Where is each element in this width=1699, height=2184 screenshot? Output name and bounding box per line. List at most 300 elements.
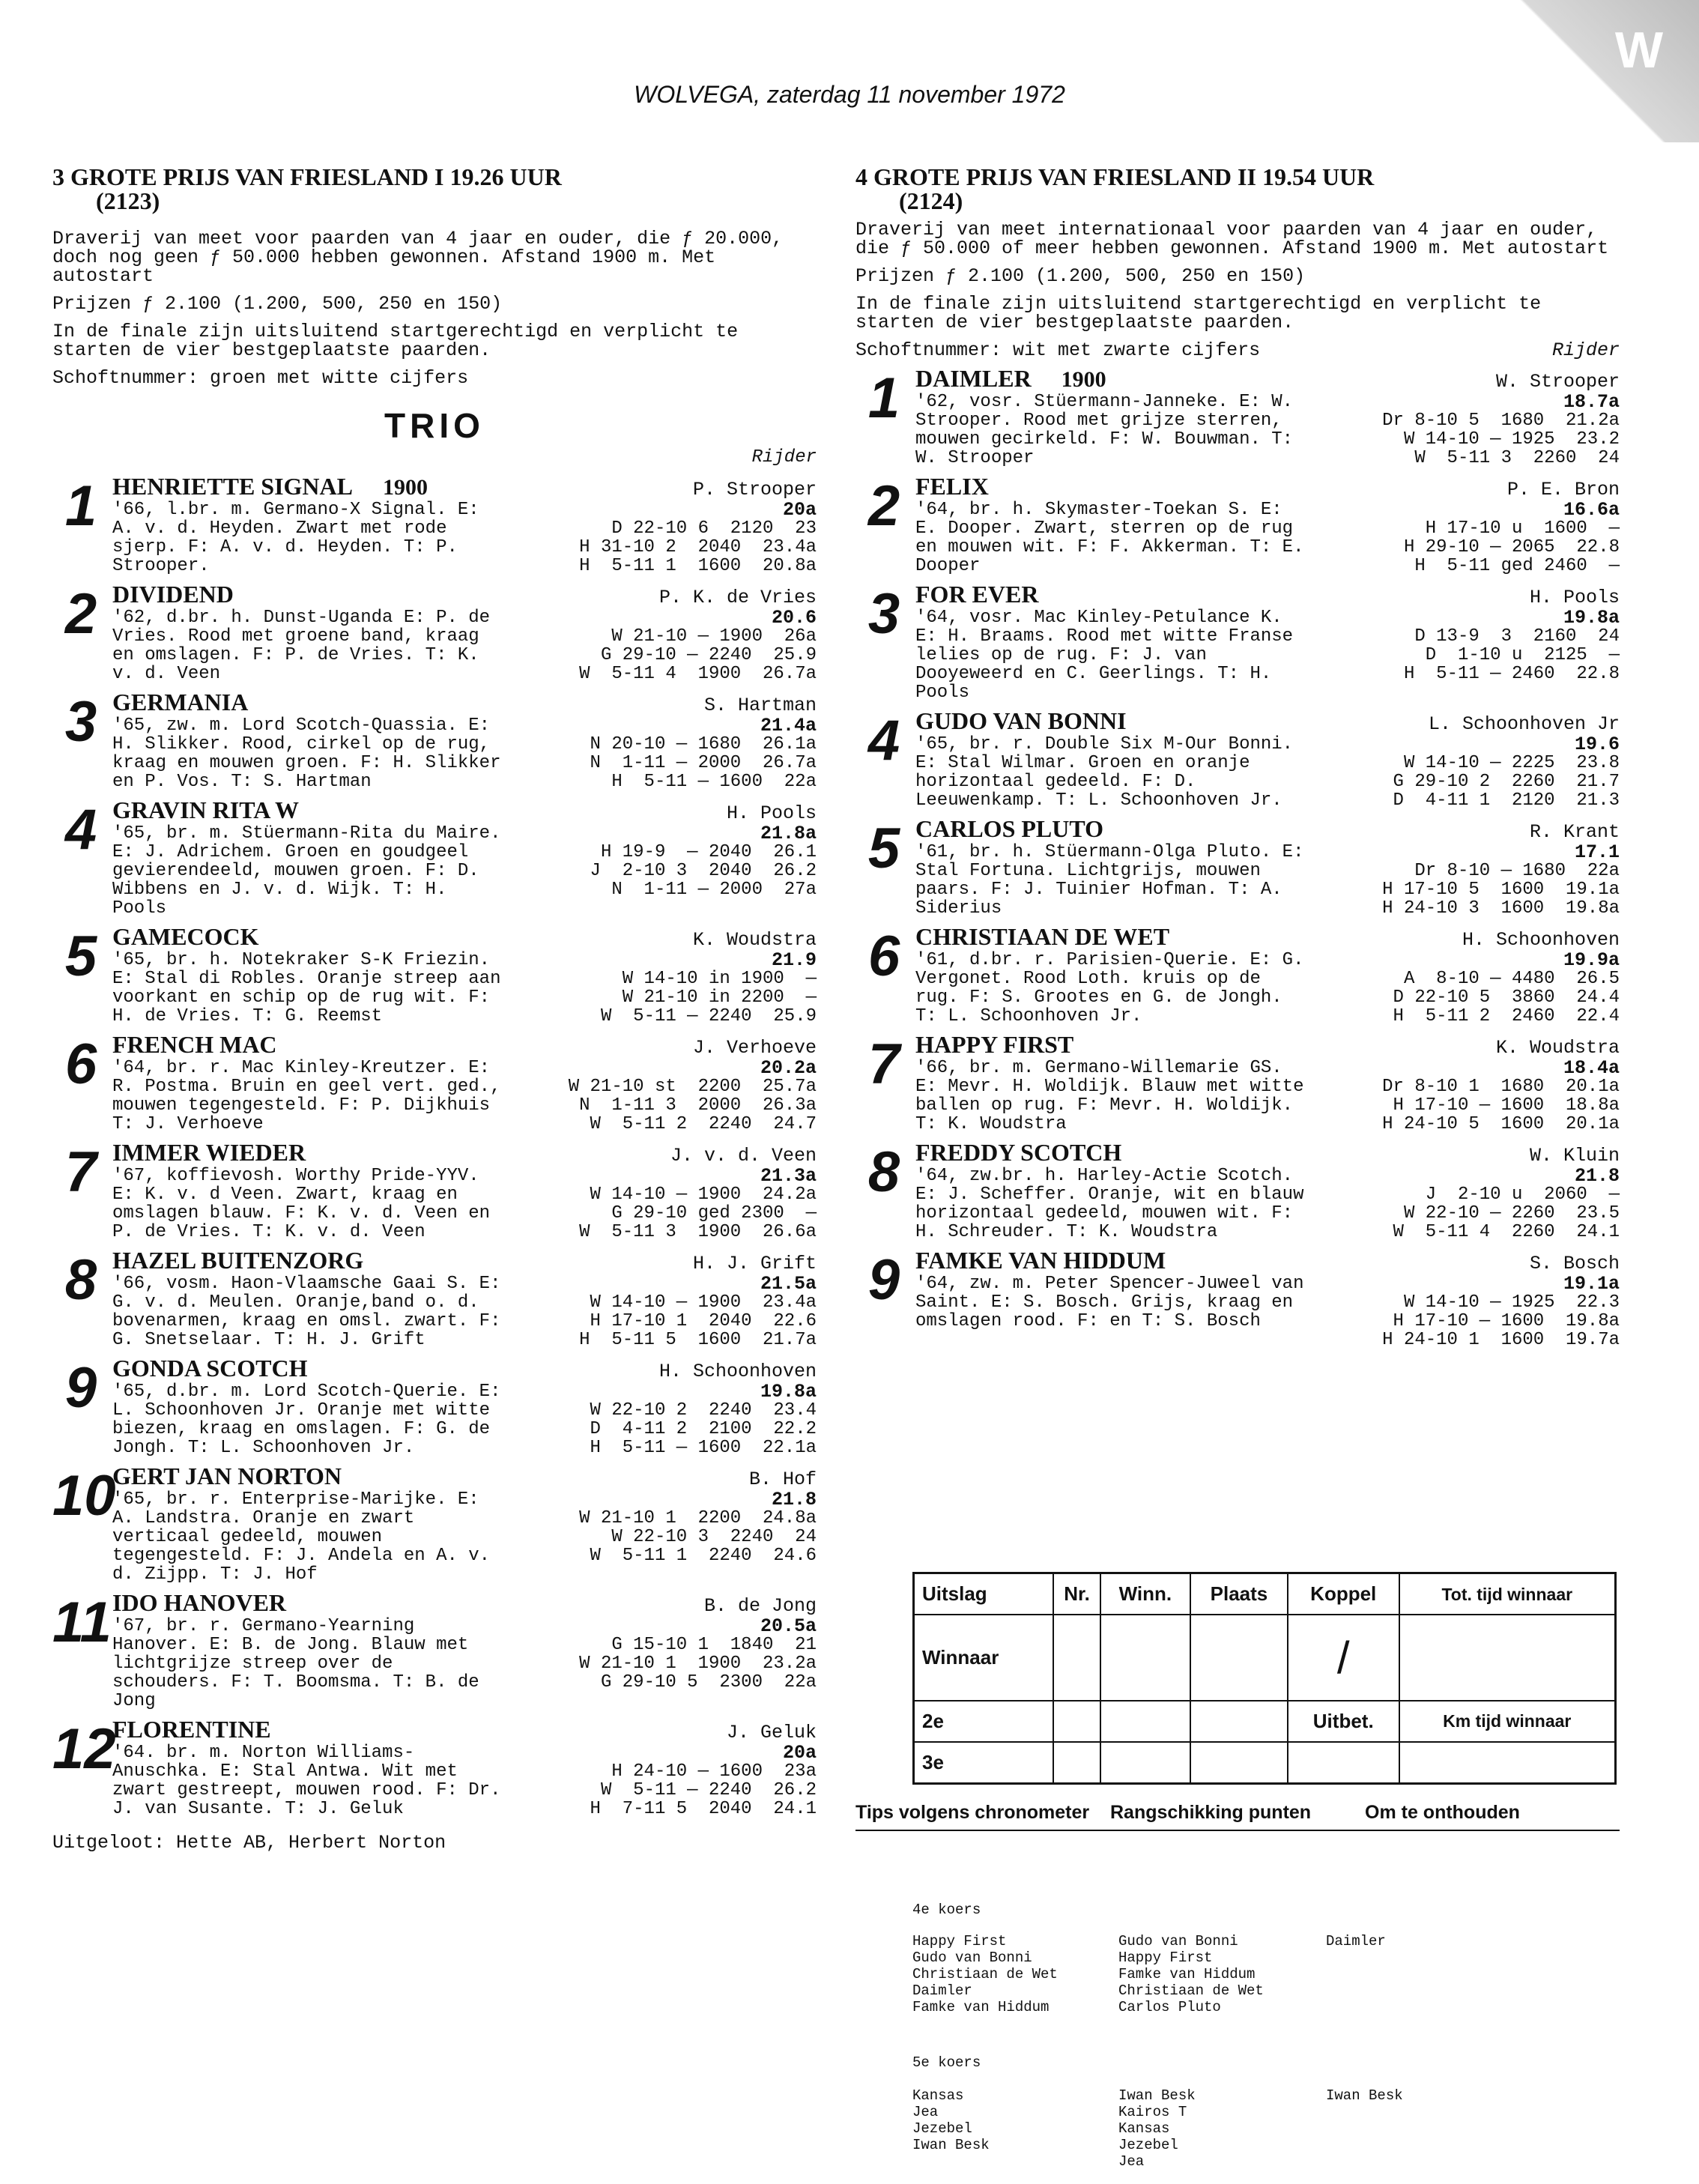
horse-header-row (112, 797, 817, 824)
horse-number: 8 (867, 1140, 900, 1204)
race-3-horse-list (52, 474, 817, 1818)
horse-description: '62, d.br. h. Dunst-Uganda E: P. de Vries. Rood met groene band, kraag en omslagen. F: P. de Vries. T: K. v. d. Veen (112, 608, 491, 684)
horse-results (579, 608, 817, 683)
horse-name: GONDA SCOTCH (112, 1355, 308, 1382)
horse-header-row (112, 1590, 817, 1617)
horse-body (915, 951, 1620, 1026)
cell-blank[interactable] (1190, 1615, 1288, 1701)
horse-name: HENRIETTE SIGNAL (112, 473, 353, 500)
cell-blank[interactable] (1053, 1742, 1100, 1784)
tip-item: Happy First (1118, 1949, 1213, 1966)
horse-entry (855, 581, 1620, 702)
tip-item: Iwan Besk (912, 2137, 990, 2153)
horse-rider: W. Strooper (1495, 371, 1620, 393)
horse-body (112, 1617, 817, 1710)
result-line: H 17-10 u 1600 — (1425, 518, 1620, 539)
horse-body (112, 951, 817, 1026)
horse-record: 20a (782, 1742, 817, 1764)
horse-record: 19.6 (1574, 733, 1620, 755)
horse-number: 10 (52, 1464, 116, 1528)
horse-results (1393, 1167, 1620, 1241)
tip-item: Jezebel (1118, 2137, 1178, 2153)
horse-rider: S. Hartman (703, 695, 817, 716)
result-line: W 21-10 in 2200 — (622, 987, 817, 1008)
horse-description: '62, vosr. Stüermann-Janneke. E: W. Strooper. Rood met grijze sterren, mouwen gecirkeld. F: W. Bouwman. T: W. Strooper (915, 392, 1294, 468)
horse-description: '65, br. r. Double Six M-Our Bonni. E: Stal Wilmar. Groen en oranje horizontaal gedeeld. F: D. Leeuwenkamp. T: L. Schoonhoven Jr. (915, 734, 1294, 811)
horse-number: 5 (64, 925, 97, 988)
horse-number: 12 (52, 1717, 116, 1781)
horse-name: FELIX (915, 473, 989, 500)
horse-rider: P. E. Bron (1506, 479, 1620, 500)
cell-blank[interactable] (1053, 1701, 1100, 1742)
result-line: G 15-10 1 1840 21 (611, 1635, 817, 1655)
result-line: W 14-10 — 1900 24.2a (590, 1185, 817, 1205)
horse-rider: H. Pools (1529, 587, 1620, 608)
result-line: H 29-10 — 2065 22.8 (1403, 537, 1620, 557)
rijder-label: Rijder (1551, 339, 1620, 361)
horse-rider: B. de Jong (703, 1595, 817, 1617)
race-3-description: Draverij van meet voor paarden van 4 jaar en ouder, die ƒ 20.000, doch nog geen ƒ 50.000 hebben gewonnen. Afstand 1900 m. Met autostart (52, 228, 795, 287)
horse-rider: H. Schoonhoven (1462, 929, 1620, 951)
horse-number: 4 (64, 798, 97, 862)
horse-entry (855, 924, 1620, 1026)
horse-number: 4 (867, 709, 900, 772)
koppel-slash-cell (1288, 1615, 1399, 1701)
horse-distance: 1900 (382, 475, 428, 500)
horse-description: '67, koffievosh. Worthy Pride-YYV. E: K. v. d Veen. Zwart, kraag en omslagen blauw. F: K. v. d. Veen en P. de Vries. T: K. v. d. Veen (112, 1166, 491, 1242)
result-line: J 2-10 3 2040 26.2 (590, 861, 817, 881)
horse-results (579, 1167, 817, 1241)
horse-record: 21.3a (760, 1165, 817, 1187)
result-line: W 5-11 3 2260 24 (1414, 448, 1620, 468)
cell-blank[interactable] (1288, 1742, 1399, 1784)
result-line: D 22-10 5 3860 24.4 (1393, 987, 1620, 1008)
horse-description: '65, zw. m. Lord Scotch-Quassia. E: H. Slikker. Rood, cirkel op de rug, kraag en mouwen groen. F: H. Slikker en P. Vos. T: S. Hartman (112, 716, 501, 792)
horse-header-row (112, 689, 817, 716)
horse-results (579, 1274, 817, 1349)
koers-5-punten-list (1118, 2087, 1196, 2170)
horse-name: FAMKE VAN HIDDUM (915, 1247, 1166, 1274)
horse-header-row (915, 816, 1620, 843)
result-line: W 14-10 in 1900 — (622, 969, 817, 989)
horse-record: 19.1a (1563, 1273, 1620, 1295)
horse-body (915, 1167, 1620, 1241)
trio-heading: TRIO (384, 406, 485, 445)
horse-number: 9 (867, 1248, 900, 1312)
horse-entry (855, 1140, 1620, 1241)
horse-record: 19.9a (1563, 949, 1620, 971)
horse-description: '66, br. m. Germano-Willemarie GS. E: Mevr. H. Woldijk. Blauw met witte ballen op rug. F: Mevr. H. Woldijk. T: K. Woudstra (915, 1058, 1304, 1134)
horse-entry (855, 366, 1620, 468)
horse-body (915, 843, 1620, 918)
race-3-schoftnummer: Schoftnummer: groen met witte cijfers (52, 367, 469, 389)
horse-description: '65, br. m. Stüermann-Rita du Maire. E: J. Adrichem. Groen en goudgeel gevierendeeld, mouwen groen. F: D. Wibbens en J. v. d. Wijk. T: H. Pools (112, 823, 501, 919)
tips-chronometer: Tips volgens chronometer (855, 1802, 1090, 1823)
horse-entry (52, 474, 817, 575)
horse-description: '64, zw. m. Peter Spencer-Juweel van Saint. E: S. Bosch. Grijs, kraag en omslagen rood. F: en T: S. Bosch (915, 1274, 1304, 1331)
horse-description: '67, br. r. Germano-Yearning Hanover. E: B. de Jong. Blauw met lichtgrijze streep over de schouders. F: T. Boomsma. T: B. de Jong (112, 1616, 479, 1711)
horse-entry (52, 924, 817, 1026)
result-line: W 14-10 — 2225 23.8 (1403, 753, 1620, 773)
tip-item: Kansas (912, 2087, 964, 2104)
horse-entry (855, 1032, 1620, 1134)
result-line: W 14-10 — 1925 22.3 (1403, 1292, 1620, 1313)
result-line: H 5-11 — 1600 22a (611, 772, 817, 792)
cell-blank[interactable] (1053, 1615, 1100, 1701)
tips-header (855, 1803, 1620, 1831)
header-winn: Winn. (1100, 1573, 1190, 1615)
horse-rider: W. Kluin (1529, 1145, 1620, 1167)
horse-record: 21.4a (760, 715, 817, 736)
horse-header-row (915, 924, 1620, 951)
horse-entry (52, 1032, 817, 1134)
result-line: Dr 8-10 5 1680 21.2a (1382, 411, 1620, 431)
result-line: W 21-10 1 1900 23.2a (579, 1654, 817, 1674)
horse-number: 2 (64, 582, 97, 646)
horse-record: 20.6 (771, 607, 817, 629)
tips-onthouden: Om te onthouden (1365, 1802, 1520, 1823)
tip-item: Gudo van Bonni (1118, 1933, 1238, 1949)
result-line: N 20-10 — 1680 26.1a (590, 734, 817, 754)
result-line: Dr 8-10 1 1680 20.1a (1382, 1077, 1620, 1097)
result-line: H 24-10 5 1600 20.1a (1382, 1114, 1620, 1134)
page-corner-tab (1452, 0, 1699, 142)
horse-name: GERT JAN NORTON (112, 1462, 342, 1489)
horse-name: IDO HANOVER (112, 1589, 287, 1616)
horse-results (1382, 1274, 1620, 1349)
result-line: W 21-10 — 1900 26a (611, 626, 817, 647)
horse-body (915, 500, 1620, 575)
result-line: H 17-10 5 1600 19.1a (1382, 880, 1620, 900)
horse-number: 2 (867, 474, 900, 538)
result-line: H 7-11 5 2040 24.1 (590, 1799, 817, 1819)
horse-header-row (112, 1463, 817, 1490)
horse-description: '66, vosm. Haon-Vlaamsche Gaai S. E: G. v. d. Meulen. Oranje,band o. d. bovenarmen, kraag en omsl. zwart. F: G. Snetselaar. T: H. J. Grift (112, 1274, 501, 1350)
horse-entry (52, 797, 817, 918)
tip-item: Iwan Besk (1326, 2087, 1403, 2104)
horse-name: DIVIDEND (112, 581, 234, 608)
koers-4-punten-list (1118, 1933, 1264, 2015)
horse-body (112, 716, 817, 791)
tip-item: Iwan Besk (1118, 2087, 1196, 2104)
horse-header-row (112, 924, 817, 951)
result-line: N 1-11 3 2000 26.3a (579, 1095, 817, 1116)
horse-number: 7 (64, 1140, 97, 1204)
horse-number: 1 (64, 474, 97, 538)
horse-rider: H. Schoonhoven (658, 1361, 817, 1382)
result-line: H 17-10 1 2040 22.6 (590, 1311, 817, 1331)
result-line: G 29-10 — 2240 25.9 (600, 645, 817, 665)
cell-blank[interactable] (1399, 1615, 1616, 1701)
horse-results (1393, 735, 1620, 810)
result-line: H 31-10 2 2040 23.4a (579, 537, 817, 557)
tip-item: Kansas (1118, 2120, 1170, 2137)
tip-item: Christiaan de Wet (912, 1966, 1058, 1982)
horse-header-row (112, 1716, 817, 1743)
horse-results (579, 1617, 817, 1710)
uitbet-label: Uitbet. (1288, 1701, 1399, 1742)
horse-record: 21.8 (771, 1489, 817, 1510)
horse-header-row (915, 1140, 1620, 1167)
horse-header-row (112, 1032, 817, 1059)
horse-rider: J. Geluk (726, 1722, 817, 1743)
row-label-3e: 3e (914, 1742, 1054, 1784)
horse-rider: S. Bosch (1529, 1253, 1620, 1274)
cell-blank[interactable] (1190, 1701, 1288, 1742)
horse-results (579, 1490, 817, 1584)
tip-item: Gudo van Bonni (912, 1949, 1032, 1966)
page-header: WOLVEGA, zaterdag 11 november 1972 (634, 81, 1065, 108)
horse-description: '65, br. r. Enterprise-Marijke. E: A. Landstra. Oranje en zwart verticaal gedeeld, mouwen tegengesteld. F: J. Andela en A. v. d. Zijpp. T: J. Hof (112, 1489, 491, 1585)
horse-body (112, 824, 817, 918)
horse-header-row (915, 1247, 1620, 1274)
race-4-finale: In de finale zijn uitsluitend startgerechtigd en verplicht te starten de vier bestgeplaatste paarden. (855, 293, 1553, 333)
result-line: H 24-10 3 1600 19.8a (1382, 898, 1620, 919)
result-line: H 24-10 1 1600 19.7a (1382, 1330, 1620, 1350)
horse-body (915, 1059, 1620, 1134)
result-line: W 22-10 3 2240 24 (611, 1527, 817, 1547)
horse-record: 21.5a (760, 1273, 817, 1295)
km-tijd-label: Km tijd winnaar (1399, 1701, 1616, 1742)
horse-results (1382, 1059, 1620, 1134)
result-line: G 29-10 ged 2300 — (611, 1203, 817, 1223)
horse-results (590, 1743, 817, 1818)
horse-name: GRAVIN RITA W (112, 796, 299, 823)
horse-name: GAMECOCK (112, 923, 259, 950)
koers-4-onthouden-list (1326, 1933, 1386, 1949)
horse-entry (52, 689, 817, 791)
horse-body (112, 1743, 817, 1818)
tip-item: Daimler (912, 1982, 972, 1999)
result-row-3e (914, 1742, 1616, 1784)
tip-item: Famke van Hiddum (1118, 1966, 1256, 1982)
slash-mark: / (1336, 1633, 1350, 1684)
horse-description: '66, l.br. m. Germano-X Signal. E: A. v. d. Heyden. Zwart met rode sjerp. F: A. v. d. Heyden. T: P. Strooper. (112, 500, 479, 576)
horse-record: 21.8 (1574, 1165, 1620, 1187)
horse-name: CARLOS PLUTO (915, 815, 1104, 842)
cell-blank[interactable] (1399, 1742, 1616, 1784)
koers-5-onthouden-list (1326, 2087, 1403, 2104)
horse-body (915, 393, 1620, 468)
horse-entry (52, 1463, 817, 1584)
horse-header-row (112, 1140, 817, 1167)
result-line: N 1-11 — 2000 26.7a (590, 753, 817, 773)
horse-record: 16.6a (1563, 499, 1620, 521)
horse-header-row (112, 581, 817, 608)
horse-results (1404, 500, 1620, 575)
horse-results (1382, 393, 1620, 468)
result-line: H 24-10 — 1600 23a (611, 1761, 817, 1782)
result-line: H 5-11 ged 2460 — (1414, 556, 1620, 576)
tip-item: Christiaan de Wet (1118, 1982, 1264, 1999)
cell-blank[interactable] (1100, 1701, 1190, 1742)
header-tot-tijd: Tot. tijd winnaar (1399, 1573, 1616, 1615)
result-line: H 17-10 — 1600 19.8a (1393, 1311, 1620, 1331)
horse-description: '64, br. h. Skymaster-Toekan S. E: E. Dooper. Zwart, sterren op de rug en mouwen wit. F: F. Akkerman. T: E. Dooper (915, 500, 1304, 576)
result-line: W 5-11 — 2240 26.2 (600, 1780, 817, 1800)
horse-rider: B. Hof (748, 1468, 817, 1490)
result-line: H 5-11 — 2460 22.8 (1403, 664, 1620, 684)
horse-header-row (112, 474, 817, 500)
result-line: H 19-9 — 2040 26.1 (600, 842, 817, 862)
horse-body (112, 500, 817, 575)
horse-description: '61, br. h. Stüermann-Olga Pluto. E: Stal Fortuna. Lichtgrijs, mouwen paars. F: J. Tuinier Hofman. T: A. Siderius (915, 842, 1304, 919)
race-4-horse-list (855, 366, 1620, 1349)
horse-entry (52, 1247, 817, 1349)
horse-body (915, 735, 1620, 810)
horse-entry (52, 1355, 817, 1457)
horse-rider: L. Schoonhoven Jr (1428, 713, 1620, 735)
tip-item: Jezebel (912, 2120, 972, 2137)
horse-record: 20.2a (760, 1057, 817, 1079)
result-line: D 13-9 3 2160 24 (1414, 626, 1620, 647)
horse-record: 18.4a (1563, 1057, 1620, 1079)
horse-entry (52, 581, 817, 683)
horse-rider: H. Pools (726, 802, 817, 824)
race-4-description: Draverij van meet internationaal voor paarden van 4 jaar en ouder, die ƒ 50.000 of meer hebben gewonnen. Afstand 1900 m. Met autostart (855, 219, 1609, 259)
result-header-row (914, 1573, 1616, 1615)
result-line: W 5-11 2 2240 24.7 (590, 1114, 817, 1134)
horse-results (601, 951, 817, 1026)
horse-results (590, 1382, 817, 1457)
header-nr: Nr. (1053, 1573, 1100, 1615)
race-4-schoftnummer: Schoftnummer: wit met zwarte cijfers (855, 339, 1261, 361)
horse-number: 5 (867, 817, 900, 880)
tip-item: Happy First (912, 1933, 1007, 1949)
result-line: W 5-11 4 2260 24.1 (1393, 1222, 1620, 1242)
result-row-2e (914, 1701, 1616, 1742)
tip-item: Jea (1118, 2153, 1145, 2170)
uitgeloot-note: Uitgeloot: Hette AB, Herbert Norton (52, 1832, 446, 1854)
cell-blank[interactable] (1100, 1742, 1190, 1784)
horse-entry (52, 1140, 817, 1241)
result-line: N 1-11 — 2000 27a (611, 880, 817, 900)
horse-name: IMMER WIEDER (112, 1139, 306, 1166)
horse-name: FREDDY SCOTCH (915, 1139, 1122, 1166)
tip-item: Jea (912, 2104, 939, 2120)
horse-distance: 1900 (1061, 367, 1106, 392)
tips-punten: Rangschikking punten (1110, 1802, 1312, 1823)
horse-description: '64, vosr. Mac Kinley-Petulance K. E: H. Braams. Rood met witte Franse lelies op de rug. F: J. van Dooyeweerd en C. Geerlings. T: H. Pools (915, 608, 1294, 703)
race-3-finale: In de finale zijn uitsluitend startgerechtigd en verplicht te starten de vier bestgeplaatste paarden. (52, 321, 750, 361)
horse-body (112, 1274, 817, 1349)
horse-rider: J. Verhoeve (692, 1037, 817, 1059)
horse-description: '64, zw.br. h. Harley-Actie Scotch. E: J. Scheffer. Oranje, wit en blauw horizontaal gedeeld, mouwen wit. F: H. Schreuder. T: K. Woudstra (915, 1166, 1304, 1242)
row-label-winnaar: Winnaar (914, 1615, 1054, 1701)
horse-number: 3 (64, 690, 97, 754)
horse-number: 9 (64, 1356, 97, 1420)
result-line: H 5-11 1 1600 20.8a (579, 556, 817, 576)
cell-blank[interactable] (1190, 1742, 1288, 1784)
horse-record: 21.8a (760, 823, 817, 844)
horse-record: 19.8a (760, 1381, 817, 1403)
horse-body (112, 1167, 817, 1241)
result-line: W 5-11 4 1900 26.7a (579, 664, 817, 684)
horse-number: 3 (867, 582, 900, 646)
horse-body (112, 1490, 817, 1584)
horse-record: 20a (782, 499, 817, 521)
horse-body (915, 608, 1620, 702)
result-line: J 2-10 u 2060 — (1425, 1185, 1620, 1205)
result-line: D 1-10 u 2125 — (1425, 645, 1620, 665)
horse-header-row (112, 1247, 817, 1274)
horse-header-row (915, 708, 1620, 735)
result-line: W 14-10 — 1925 23.2 (1403, 429, 1620, 450)
horse-results (590, 716, 817, 791)
horse-results (590, 824, 817, 918)
koers-4-chrono-list (912, 1933, 1058, 2015)
race-4-title: 4 GROTE PRIJS VAN FRIESLAND II 19.54 UUR (855, 163, 1375, 190)
horse-name: HAPPY FIRST (915, 1031, 1074, 1058)
race-4-code: (2124) (899, 187, 963, 214)
result-line: D 4-11 1 2120 21.3 (1393, 790, 1620, 811)
horse-body (112, 1059, 817, 1134)
horse-number: 6 (867, 925, 900, 988)
tip-item: Kairos T (1118, 2104, 1187, 2120)
horse-rider: K. Woudstra (692, 929, 817, 951)
result-line: G 29-10 2 2260 21.7 (1393, 772, 1620, 792)
horse-number: 6 (64, 1032, 97, 1096)
result-line: H 17-10 — 1600 18.8a (1393, 1095, 1620, 1116)
race-3-prizes: Prijzen ƒ 2.100 (1.200, 500, 250 en 150) (52, 293, 503, 315)
horse-name: GERMANIA (112, 689, 249, 716)
row-label-2e: 2e (914, 1701, 1054, 1742)
horse-name: FLORENTINE (112, 1716, 271, 1743)
horse-number: 1 (867, 366, 900, 430)
koers-5-chrono-list (912, 2087, 990, 2153)
cell-blank[interactable] (1100, 1615, 1190, 1701)
horse-results (1404, 608, 1620, 702)
horse-entry (855, 1247, 1620, 1349)
horse-header-row (915, 1032, 1620, 1059)
result-line: W 14-10 — 1900 23.4a (590, 1292, 817, 1313)
horse-number: 8 (64, 1248, 97, 1312)
result-line: A 8-10 — 4480 26.5 (1403, 969, 1620, 989)
race-4-prizes: Prijzen ƒ 2.100 (1.200, 500, 250 en 150) (855, 265, 1306, 287)
result-line: W 5-11 3 1900 26.6a (579, 1222, 817, 1242)
tip-item: Daimler (1326, 1933, 1386, 1949)
horse-header-row (915, 366, 1620, 393)
horse-header-row (915, 474, 1620, 500)
horse-results (579, 500, 817, 575)
horse-entry (855, 708, 1620, 810)
horse-rider: J. v. d. Veen (670, 1145, 817, 1167)
race-3-code: (2123) (96, 187, 160, 214)
race-3-column (52, 165, 817, 1854)
horse-rider: R. Krant (1529, 821, 1620, 843)
horse-entry (855, 816, 1620, 918)
horse-body (915, 1274, 1620, 1349)
result-line: H 5-11 — 1600 22.1a (590, 1438, 817, 1458)
result-line: W 22-10 2 2240 23.4 (590, 1400, 817, 1421)
result-line: H 5-11 2 2460 22.4 (1393, 1006, 1620, 1026)
horse-number: 7 (867, 1032, 900, 1096)
result-line: D 22-10 6 2120 23 (611, 518, 817, 539)
horse-results (1382, 843, 1620, 918)
corner-letter: W (1614, 22, 1663, 79)
horse-record: 21.9 (771, 949, 817, 971)
result-line: H 5-11 5 1600 21.7a (579, 1330, 817, 1350)
horse-body (112, 1382, 817, 1457)
race-3-title: 3 GROTE PRIJS VAN FRIESLAND I 19.26 UUR (52, 163, 562, 190)
horse-rider: K. Woudstra (1495, 1037, 1620, 1059)
horse-name: FOR EVER (915, 581, 1039, 608)
horse-name: HAZEL BUITENZORG (112, 1247, 364, 1274)
result-line: D 4-11 2 2100 22.2 (590, 1419, 817, 1439)
horse-record: 18.7a (1563, 391, 1620, 413)
horse-name: FRENCH MAC (112, 1031, 277, 1058)
rijder-label: Rijder (751, 447, 817, 468)
